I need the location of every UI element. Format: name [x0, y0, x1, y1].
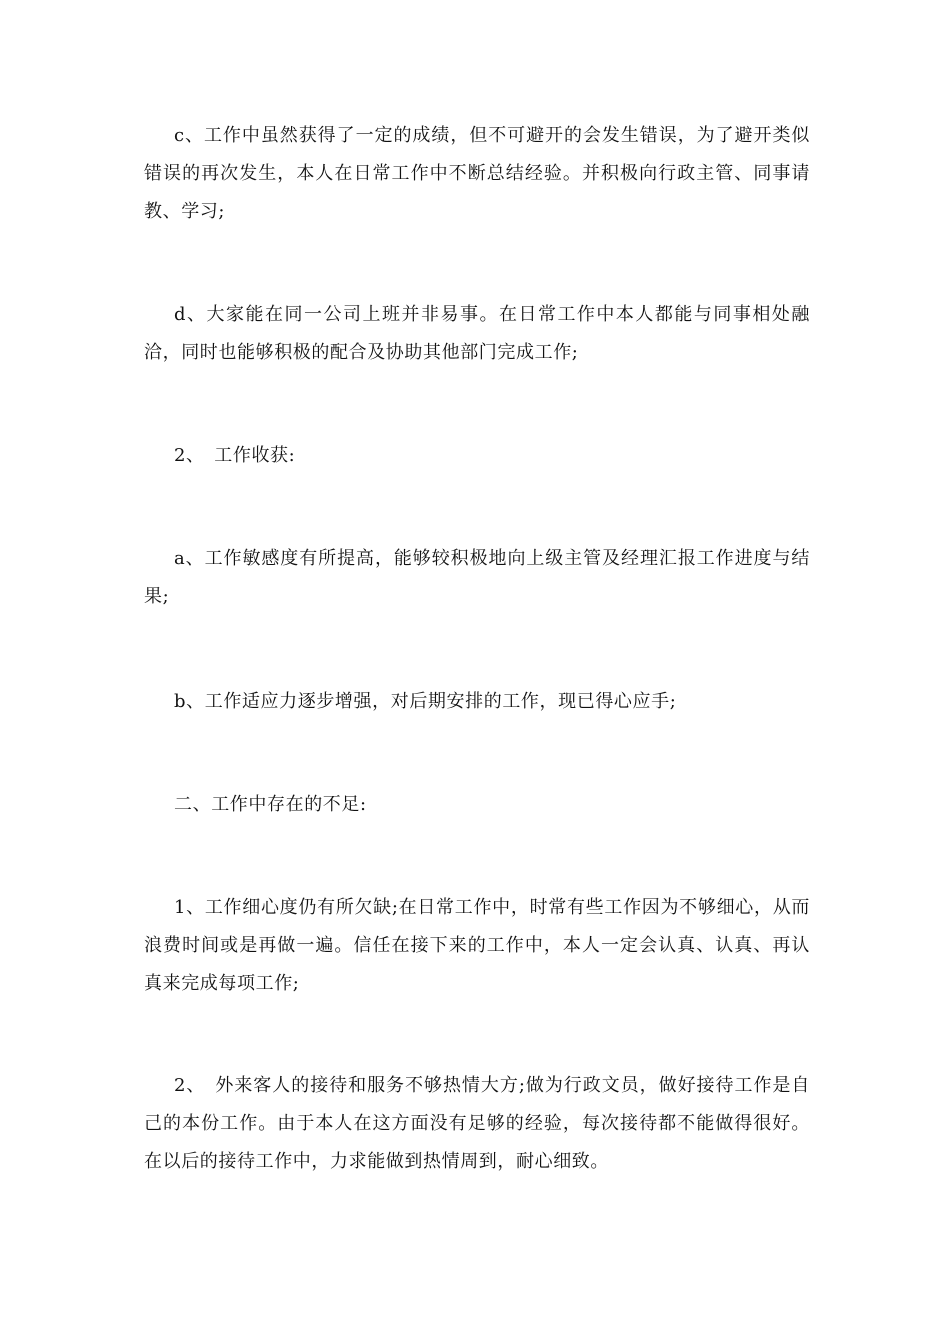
- section-heading-work-gains: 2、 工作收获:: [174, 445, 296, 466]
- section-heading-shortcomings: 二、工作中存在的不足:: [174, 794, 367, 815]
- paragraph-item-b: b、工作适应力逐步增强，对后期安排的工作，现已得心应手;: [174, 691, 677, 712]
- paragraph-shortcoming-1: 1、工作细心度仍有所欠缺;在日常工作中，时常有些工作因为不够细心，从而浪费时间或是再做一遍。信任在接下来的工作中，本人一定会认真、认真、再认真来完成每项工作;: [144, 897, 810, 994]
- paragraph-shortcoming-2: 2、 外来客人的接待和服务不够热情大方;做为行政文员，做好接待工作是自己的本份工作。由于本人在这方面没有足够的经验，每次接待都不能做得很好。在以后的接待工作中，力求能做到热情周到，耐心细致。: [144, 1075, 810, 1172]
- paragraph-item-a: a、工作敏感度有所提高，能够较积极地向上级主管及经理汇报工作进度与结果;: [144, 548, 810, 607]
- paragraph-item-d: d、大家能在同一公司上班并非易事。在日常工作中本人都能与同事相处融洽，同时也能够积极的配合及协助其他部门完成工作;: [144, 304, 810, 363]
- paragraph-item-c: c、工作中虽然获得了一定的成绩，但不可避开的会发生错误，为了避开类似错误的再次发生，本人在日常工作中不断总结经验。并积极向行政主管、同事请教、学习;: [144, 125, 810, 222]
